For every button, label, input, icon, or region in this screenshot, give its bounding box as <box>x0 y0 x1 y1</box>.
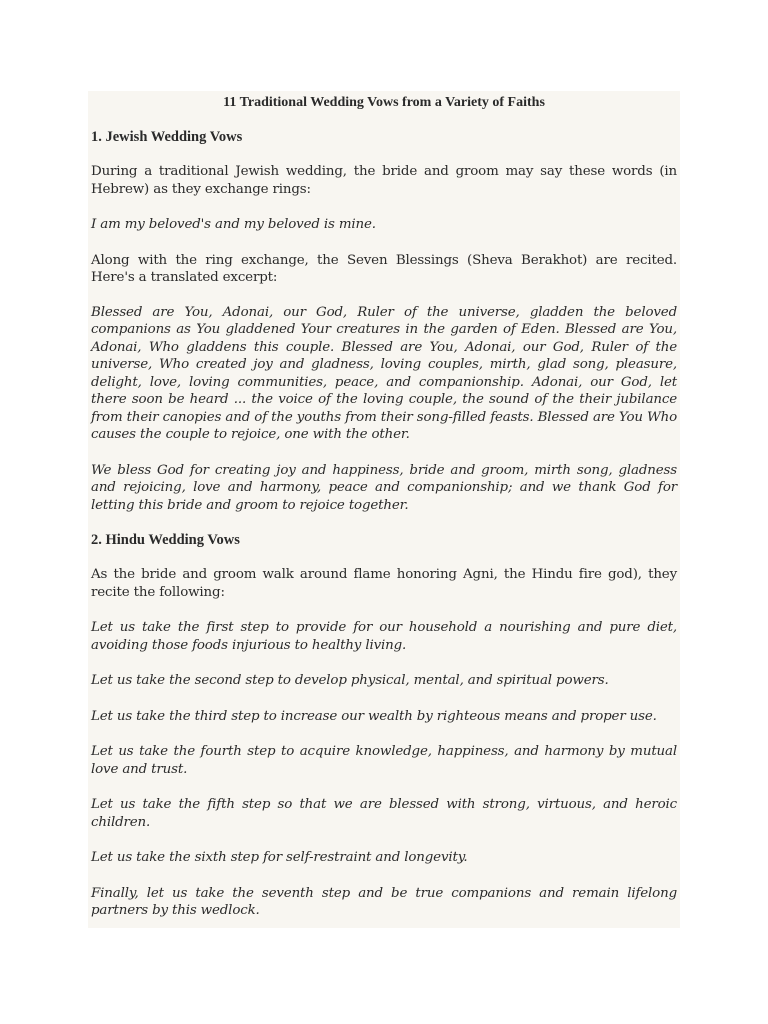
hindu-step-four: Let us take the fourth step to acquire knowledge, happiness, and harmony by mutual love and trust. <box>91 744 677 777</box>
document-page <box>88 91 680 928</box>
hindu-step-three: Let us take the third step to increase our wealth by righteous means and proper use. <box>91 708 657 724</box>
jewish-seven-blessings-excerpt: Blessed are You, Adonai, our God, Ruler of the universe, gladden the beloved companions as You gladdened Your creatures in the garden of Eden. Blessed are You, Adonai, Who gladdens this couple. Blessed are You, Adonai, our God, Ruler of the universe, Who created joy and gladness, loving couples, mirth, glad song, pleasure, delight, love, loving communities, peace, and companionship. Adonai, our God, let there soon be heard ... the voice of the loving couple, the sound of the their jubilance from their canopies and of the youths from their song-filled feasts. Blessed are You Who causes the couple to rejoice, one with the other. <box>91 304 677 442</box>
jewish-ring-vow: I am my beloved's and my beloved is mine. <box>91 217 376 232</box>
jewish-blessings-intro: Along with the ring exchange, the Seven Blessings (Sheva Berakhot) are recited. Here's a translated excerpt: <box>91 252 677 285</box>
document-title: 11 Traditional Wedding Vows from a Variety of Faiths <box>223 95 545 110</box>
hindu-intro-paragraph: As the bride and groom walk around flame honoring Agni, the Hindu fire god), they recite the following: <box>91 567 677 600</box>
hindu-step-seven: Finally, let us take the seventh step and be true companions and remain lifelong partners by this wedlock. <box>91 885 677 918</box>
jewish-closing-blessing: We bless God for creating joy and happiness, bride and groom, mirth song, gladness and rejoicing, love and harmony, peace and companionship; and we thank God for letting this bride and groom to rejoice together. <box>91 462 677 513</box>
hindu-step-six: Let us take the sixth step for self-restraint and longevity. <box>91 850 468 865</box>
hindu-step-two: Let us take the second step to develop physical, mental, and spiritual powers. <box>91 673 609 688</box>
section-heading-hindu: 2. Hindu Wedding Vows <box>91 532 240 548</box>
jewish-intro-paragraph: During a traditional Jewish wedding, the bride and groom may say these words (in Hebrew) as they exchange rings: <box>91 164 677 197</box>
section-heading-jewish: 1. Jewish Wedding Vows <box>91 129 243 145</box>
hindu-step-one: Let us take the first step to provide for our household a nourishing and pure diet, avoiding those foods injurious to healthy living. <box>91 620 677 653</box>
hindu-step-five: Let us take the fifth step so that we are blessed with strong, virtuous, and heroic children. <box>91 797 677 830</box>
